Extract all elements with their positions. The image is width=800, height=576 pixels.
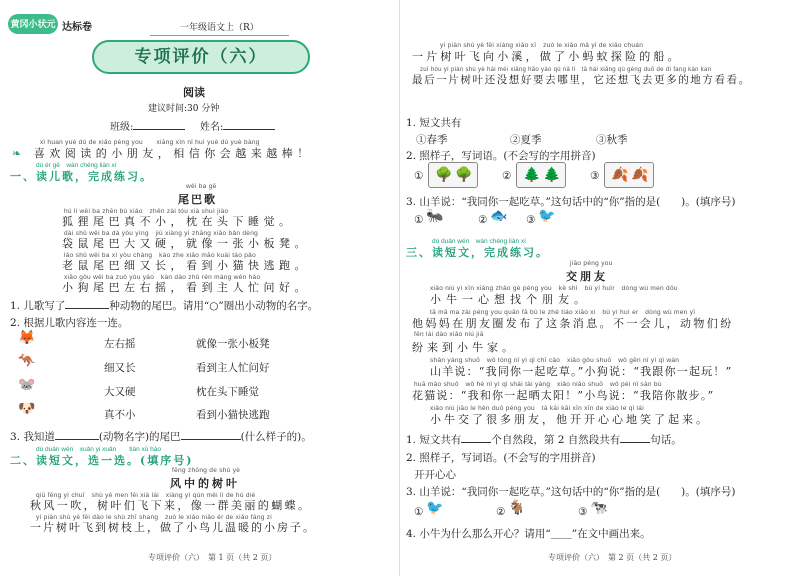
kangaroo-icon: 🦘 [18, 353, 36, 369]
right-page [400, 0, 800, 576]
right-question-5: 2. 照样子，写词语。(不会写的字用拼音) [406, 452, 596, 464]
match-left-2: 细又长 [104, 362, 136, 374]
story2-line-4: 山羊说：“我同你一起吃草。”小狗说：“我跟你一起玩！” [430, 365, 733, 378]
story2-line-5-pinyin: huā māo shuō wǒ hé nǐ yì qǐ shài tài yáng xiǎo niǎo shuō wǒ péi nǐ sàn bù [414, 381, 662, 388]
left-question-3: 3. 我知道 (动物名字)的尾巴 (什么样子的)。 [10, 431, 312, 443]
answer-blank[interactable] [65, 308, 109, 309]
tree-icon: 🌳 [455, 167, 473, 183]
match-right-3: 枕在头下睡觉 [196, 386, 259, 398]
series-label: 达标卷 [62, 22, 92, 33]
story1-cont-line-1: 一片树叶飞向小溪，做了小蚂蚁探险的船。 [412, 50, 682, 63]
dog-icon: 🐶 [18, 401, 36, 417]
story2-line-1: 小牛一心想找个朋友。 [430, 293, 590, 306]
animal-option-3-label[interactable]: ③ [526, 214, 536, 226]
season-option-1[interactable]: ①春季 [416, 134, 448, 146]
match-right-2: 看到主人忙问好 [196, 362, 270, 374]
tree-icon: 🌳 [435, 167, 453, 183]
story1-title-pinyin: fēng zhōng de shù yè [172, 467, 241, 474]
tree-picture-3 [604, 162, 654, 188]
poem-line-2-pinyin: dài shǔ wěi ba dà yòu yìng jiù xiàng yì zhāng xiǎo bǎn dèng [64, 230, 259, 237]
friend-option-3-label[interactable]: ③ [578, 506, 588, 518]
tree-icon: 🍂 [611, 167, 629, 183]
section2-pinyin: dú duǎn wén xuǎn yi xuǎn tián xù hào [36, 446, 162, 453]
ant-icon: 🐜 [426, 208, 444, 224]
poem-line-1: 狐狸尾巴真不小，枕在头下睡觉。 [62, 215, 295, 228]
word-example: 开开心心 [414, 469, 456, 481]
story2-line-6: 小牛交了很多朋友，他开开心心地笑了起来。 [430, 413, 710, 426]
story2-line-4-pinyin: shān yáng shuō wǒ tóng nǐ yì qǐ chī cǎo xiǎo gǒu shuō wǒ gēn nǐ yì qǐ wán [430, 357, 680, 364]
section3-pinyin: dú duǎn wén wán chéng liàn xí [432, 238, 526, 245]
answer-blank[interactable] [461, 442, 491, 443]
goat-icon: 🐐 [508, 500, 526, 516]
story2-line-5: 花猫说：“我和你一起晒太阳！”小鸟说：“我陪你散步。” [412, 389, 715, 402]
story1-cont-line-2-pinyin: zuì hòu yí piàn shù yè hái méi xiǎng hǎo yào qù nǎ lǐ tā hái xiǎng qù gèng duō de dì fang kàn kan [420, 67, 712, 73]
friend-option-1-label[interactable]: ① [414, 506, 424, 518]
match-left-3: 大又硬 [104, 386, 136, 398]
poem-line-3: 老鼠尾巴细又长，看到小猫快逃跑。 [62, 259, 310, 272]
poem-line-4: 小狗尾巴左右摇，看到主人忙问好。 [62, 281, 310, 294]
match-right-4: 看到小猫快逃跑 [196, 409, 270, 421]
mouse-icon: 🐭 [18, 377, 36, 393]
section2-heading: 二、读短文，选一选。(填序号) [10, 454, 194, 467]
answer-blank[interactable] [55, 439, 99, 440]
tree-icon: 🌲 [523, 167, 541, 183]
poem-line-3-pinyin: lǎo shǔ wěi ba xì yòu cháng kào zhe xiǎo māo kuài táo pǎo [64, 252, 256, 259]
story2-line-2-pinyin: tā mā ma zài péng you quān fā bù le zhè tiáo xiāo xi bù yí huì er dòng wù men yī [430, 309, 696, 316]
match-left-4: 真不小 [104, 409, 136, 421]
animal-option-2-label[interactable]: ② [478, 214, 488, 226]
answer-blank[interactable] [620, 442, 650, 443]
right-question-3: 3. 山羊说：“我同你一起吃草。”这句话中的“你”指的是( )。(填序号) [406, 196, 736, 208]
season-option-3[interactable]: ③秋季 [596, 134, 628, 146]
friend-option-2-label[interactable]: ② [496, 506, 506, 518]
section1-heading: 一、读儿歌，完成练习。 [10, 170, 153, 183]
poem-title-pinyin: wěi ba gē [186, 183, 217, 190]
leaf-icon: ❧ [12, 147, 26, 160]
poem-line-1-pinyin: hú li wěi ba zhēn bù xiǎo zhěn zài tóu xià shuì jiào [64, 208, 229, 215]
animal-option-1-label[interactable]: ① [414, 214, 424, 226]
poem-title: 尾巴歌 [178, 193, 217, 206]
story2-title-pinyin: jiāo péng you [570, 260, 613, 267]
class-label: 班级: [110, 122, 134, 133]
right-footer: 专项评价（六） 第 2 页（共 2 页） [548, 553, 677, 562]
tree-picture-2 [516, 162, 566, 188]
match-left-1: 左右摇 [104, 338, 136, 350]
story2-line-3: 纷来到小牛家。 [412, 341, 517, 354]
story1-line-1: 秋风一吹，树叶们飞下来，像一群美丽的蝴蝶。 [30, 499, 312, 512]
name-field[interactable] [200, 118, 275, 133]
tree-icon: 🌲 [543, 167, 561, 183]
name-label: 姓名: [200, 122, 224, 133]
fish-icon: 🐟 [490, 208, 508, 224]
section1-pinyin: dú ér gē wán chéng liàn xí [36, 162, 117, 169]
grade-label: 一年级语文上（R） [150, 20, 289, 36]
story1-cont-line-2: 最后一片树叶还没想好要去哪里，它还想飞去更多的地方看看。 [412, 74, 751, 86]
story1-line-2: 一片树叶飞到树枝上，做了小鸟儿温暖的小房子。 [30, 521, 316, 534]
bird-icon: 🐦 [426, 500, 444, 516]
poem-line-2: 袋鼠尾巴大又硬，就像一张小板凳。 [62, 237, 310, 250]
story1-cont-line-1-pinyin: yí piàn shù yè fēi xiàng xiǎo xī zuò le xiǎo mǎ yǐ de xiǎo chuán [440, 42, 644, 49]
picture-option-3-label[interactable]: ③ [590, 170, 600, 182]
story2-line-1-pinyin: xiǎo niú yì xīn xiǎng zhǎo gè péng you kě shì bù yí huìr dòng wù men dōu [430, 285, 678, 292]
cow-icon: 🐄 [590, 500, 608, 516]
left-question-2: 2. 根据儿歌内容连一连。 [10, 317, 129, 329]
subject-label: 阅读 [183, 86, 205, 99]
right-question-4: 1. 短文共有 个自然段，第 2 自然段共有 句话。 [406, 434, 682, 446]
story2-line-6-pinyin: xiǎo niú jiāo le hěn duō péng you tā kāi kāi xīn xīn de xiào le qǐ lái [430, 405, 644, 412]
answer-blank[interactable] [181, 439, 241, 440]
right-question-7: 4. 小牛为什么那么开心？请用“＿＿”在文中画出来。 [406, 528, 651, 540]
left-question-1: 1. 儿歌写了 种动物的尾巴。请用“○”圈出小动物的名字。 [10, 300, 319, 312]
tree-picture-1 [428, 162, 478, 188]
story2-line-2: 他妈妈在朋友圈发布了这条消息。不一会儿，动物们纷 [412, 317, 734, 330]
story2-title: 交朋友 [566, 270, 608, 283]
bird-icon: 🐦 [538, 208, 556, 224]
left-footer: 专项评价（六） 第 1 页（共 2 页） [148, 553, 277, 562]
brand-logo: 黄冈小状元 [8, 14, 58, 34]
match-right-1: 就像一张小板凳 [196, 338, 270, 350]
picture-option-2-label[interactable]: ② [502, 170, 512, 182]
page-title-banner: 专项评价（六） [92, 40, 310, 74]
story1-line-2-pinyin: yí piàn shù yè fēi dào le shù zhī shang zuò le xiǎo niǎo ér de xiǎo fáng zi [36, 514, 273, 521]
picture-option-1-label[interactable]: ① [414, 170, 424, 182]
story1-title: 风中的树叶 [170, 477, 240, 490]
right-question-1: 1. 短文共有 [406, 117, 462, 129]
intro-text: ❧ 喜欢阅读的小朋友，相信你会越来越棒！ [12, 147, 313, 160]
section3-heading: 三、读短文，完成练习。 [406, 246, 549, 259]
poem-line-4-pinyin: xiǎo gǒu wěi ba zuǒ yòu yáo kàn dào zhǔ rén máng wèn hǎo [64, 274, 261, 281]
class-field[interactable] [110, 118, 185, 133]
intro-pinyin: xǐ huan yuè dú de xiǎo péng you xiāng xìn nǐ huì yuè dú yuè bàng [40, 139, 260, 146]
story1-line-1-pinyin: qiū fēng yì chuī shù yè men fēi xià lái xiàng yì qún měi lì de hú dié [36, 492, 256, 499]
time-label: 建议时间:30 分钟 [148, 104, 220, 114]
fox-icon: 🦊 [18, 330, 36, 346]
season-option-2[interactable]: ②夏季 [510, 134, 542, 146]
tree-icon: 🍂 [631, 167, 649, 183]
right-question-6: 3. 山羊说：“我同你一起吃草。”这句话中的“你”指的是( )。(填序号) [406, 486, 736, 498]
right-question-2: 2. 照样子，写词语。(不会写的字用拼音) [406, 150, 596, 162]
story2-line-3-pinyin: fēn lái dào xiǎo niú jiā [414, 331, 484, 338]
